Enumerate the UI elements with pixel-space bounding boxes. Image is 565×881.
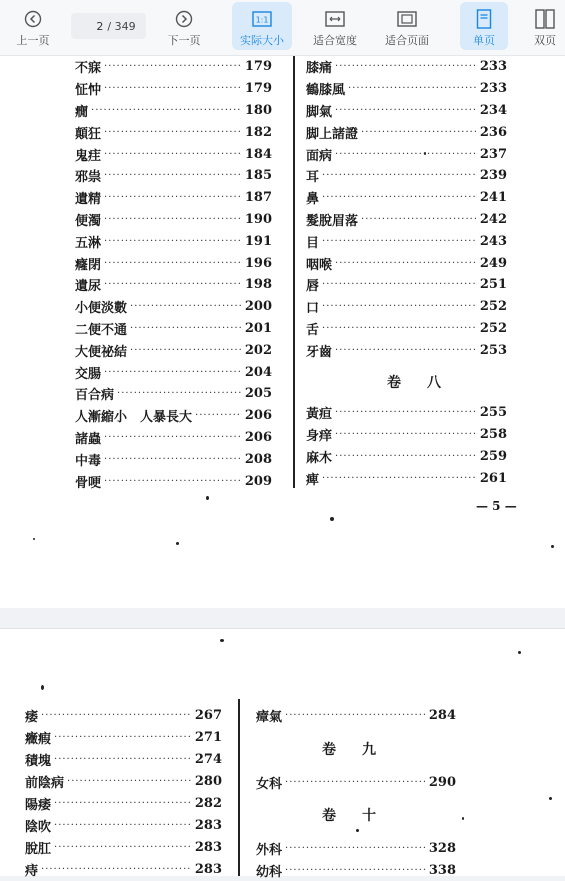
toc-entry-title: 身痒	[306, 428, 333, 444]
scan-speck	[549, 797, 552, 800]
single-page-button[interactable]	[460, 2, 508, 50]
actual-size-button[interactable]	[232, 2, 292, 50]
toc-entry-page: 202	[244, 342, 272, 358]
chevron-right-icon	[175, 8, 193, 30]
toc-entry	[75, 339, 272, 361]
dot-leader	[104, 83, 242, 94]
toc-entry-title: 外科	[256, 842, 283, 858]
reader-toolbar	[0, 0, 565, 56]
toc-entry-title: 唇	[306, 279, 320, 295]
dot-leader	[104, 61, 242, 72]
toc-entry-page: 252	[479, 299, 507, 315]
toc-entry-title: 骨哽	[75, 475, 102, 491]
document-page-2	[0, 628, 565, 880]
toc-entry-page: 191	[244, 233, 272, 249]
toc-right-column-mid	[256, 771, 456, 793]
toc-entry	[25, 748, 222, 770]
dot-leader	[285, 843, 426, 854]
toc-entry-page: 253	[479, 342, 507, 358]
toc-entry-title: 癥瘕	[25, 731, 52, 747]
toc-entry-page: 242	[479, 211, 507, 227]
toc-entry-title: 瘴氣	[256, 709, 283, 725]
toc-entry-title: 便濁	[75, 213, 102, 229]
dot-leader	[41, 864, 192, 875]
toc-entry	[306, 143, 507, 165]
dot-leader	[54, 820, 192, 831]
toc-entry-page: 204	[244, 364, 272, 380]
toc-entry	[25, 814, 222, 836]
scan-speck	[33, 538, 35, 540]
toc-entry-title: 面病	[306, 148, 333, 164]
toc-entry	[306, 296, 507, 318]
toc-entry-title: 遺精	[75, 192, 102, 208]
toc-entry-page: 251	[479, 277, 507, 293]
toc-entry	[306, 165, 507, 187]
dot-leader	[195, 410, 242, 421]
toc-right-column	[306, 56, 507, 366]
dot-leader	[104, 236, 242, 247]
toc-entry-page: 190	[244, 211, 272, 227]
toc-entry-title: 五淋	[75, 235, 102, 251]
toc-entry-page: 185	[244, 168, 272, 184]
toc-entry	[25, 792, 222, 814]
dot-leader	[322, 301, 477, 312]
toc-entry	[306, 274, 507, 296]
toc-entry-title: 鶴膝風	[306, 83, 346, 99]
dot-leader	[104, 127, 242, 138]
fit-page-label: 适合页面	[385, 34, 429, 47]
fit-width-label: 适合宽度	[313, 34, 357, 47]
toc-entry-title: 中毒	[75, 453, 102, 469]
toc-entry-page: 338	[428, 862, 456, 878]
toc-entry	[25, 704, 222, 726]
toc-entry-title: 遺尿	[75, 279, 102, 295]
toc-entry	[75, 121, 272, 143]
toc-entry-title: 癇	[75, 104, 89, 120]
column-divider	[238, 699, 240, 876]
dot-leader	[348, 83, 477, 94]
dot-leader	[67, 776, 192, 787]
toc-entry-page: 233	[479, 81, 507, 97]
toc-entry-title: 交腸	[75, 366, 102, 382]
toc-entry	[306, 423, 507, 445]
toc-entry-page: 209	[244, 473, 272, 489]
toc-entry-page: 206	[244, 408, 272, 424]
toc-entry	[256, 859, 456, 881]
toc-entry	[306, 467, 507, 489]
dot-leader	[130, 345, 242, 356]
single-page-icon	[476, 8, 492, 30]
toc-entry-page: 184	[244, 146, 272, 162]
toc-entry-title: 百合病	[75, 388, 115, 404]
scan-speck	[41, 685, 44, 690]
toc-entry-page: 290	[428, 774, 456, 790]
toc-entry	[306, 339, 507, 361]
toc-entry-page: 282	[194, 795, 222, 811]
toc-entry	[306, 121, 507, 143]
toc-entry-title: 邪祟	[75, 170, 102, 186]
toc-entry-title: 膝痛	[306, 61, 333, 77]
toc-entry	[75, 209, 272, 231]
toc-entry	[306, 78, 507, 100]
toc-entry-page: 241	[479, 190, 507, 206]
toc-entry-page: 274	[194, 751, 222, 767]
volume-heading-10: 卷十	[322, 808, 402, 824]
toc-entry	[25, 836, 222, 858]
dot-leader	[322, 170, 477, 181]
toc-entry-title: 不寐	[75, 61, 102, 77]
dot-leader	[335, 407, 477, 418]
toc-entry-page: 234	[479, 102, 507, 118]
toc-entry-title: 咽喉	[306, 257, 333, 273]
dot-leader	[285, 710, 426, 721]
scan-speck	[462, 817, 464, 820]
toc-entry-page: 328	[428, 840, 456, 856]
toc-entry-title: 耳	[306, 170, 320, 186]
toc-entry	[75, 296, 272, 318]
toc-entry-title: 陽痿	[25, 797, 52, 813]
dot-leader	[130, 301, 242, 312]
toc-entry	[75, 56, 272, 78]
dot-leader	[104, 258, 242, 269]
toc-entry	[75, 405, 272, 427]
toc-entry	[75, 100, 272, 122]
toc-entry-page: 255	[479, 404, 507, 420]
toc-entry-title: 脚氣	[306, 104, 333, 120]
toc-entry-title: 脫肛	[25, 841, 52, 857]
toc-right-column-lower	[306, 401, 507, 491]
toc-entry	[75, 361, 272, 383]
dot-leader	[117, 388, 242, 399]
dot-leader	[104, 214, 242, 225]
single-page-label: 单页	[473, 34, 495, 47]
scan-speck	[206, 496, 209, 500]
toc-entry-page: 249	[479, 255, 507, 271]
dot-leader	[322, 279, 477, 290]
dot-leader	[285, 865, 426, 876]
toc-entry-page: 206	[244, 429, 272, 445]
dot-leader	[335, 345, 477, 356]
toc-entry	[75, 470, 272, 492]
toc-entry-title: 痔	[25, 863, 39, 879]
toc-entry	[306, 252, 507, 274]
double-page-icon	[535, 8, 555, 30]
toc-entry-page: 233	[479, 59, 507, 75]
toc-entry-page: 280	[194, 773, 222, 789]
actual-size-label: 实际大小	[240, 34, 284, 47]
dot-leader	[54, 842, 192, 853]
toc-entry	[256, 704, 456, 726]
toc-entry-title: 顛狂	[75, 126, 102, 142]
toc-entry-page: 208	[244, 451, 272, 467]
toc-entry-title: 小便淡數	[75, 301, 128, 317]
toc-entry-page: 259	[479, 448, 507, 464]
toc-entry	[306, 56, 507, 78]
toc-entry	[75, 383, 272, 405]
toc-entry	[75, 143, 272, 165]
toc-entry	[75, 165, 272, 187]
dot-leader	[104, 367, 242, 378]
toc-entry-page: 179	[244, 81, 272, 97]
scan-speck	[330, 517, 334, 521]
toc-entry	[306, 230, 507, 252]
toc-right-column-page-2	[256, 704, 456, 726]
toc-entry	[25, 726, 222, 748]
toc-entry-page: 283	[194, 861, 222, 877]
toc-entry	[75, 318, 272, 340]
page-number-input[interactable]	[81, 20, 103, 33]
scan-speck	[356, 829, 359, 832]
toc-left-column-page-2	[25, 704, 222, 879]
dot-leader	[104, 149, 242, 160]
toc-entry-page: 205	[244, 386, 272, 402]
document-page-1	[0, 56, 565, 608]
dot-leader	[104, 279, 242, 290]
toc-entry-page: 239	[479, 168, 507, 184]
dot-leader	[54, 798, 192, 809]
dot-leader	[335, 451, 477, 462]
toc-entry-page: 261	[479, 470, 507, 486]
column-divider	[293, 56, 295, 488]
toc-entry-title: 目	[306, 235, 320, 251]
dot-leader	[322, 236, 477, 247]
toc-entry-title: 黃疸	[306, 406, 333, 422]
next-page-button[interactable]	[159, 2, 209, 50]
dot-leader	[104, 432, 242, 443]
toc-entry-title: 前陰病	[25, 775, 65, 791]
toc-entry-page: 187	[244, 190, 272, 206]
toc-entry	[306, 187, 507, 209]
toc-entry-page: 243	[479, 233, 507, 249]
volume-heading: 卷八	[387, 375, 467, 391]
toc-entry	[306, 100, 507, 122]
scan-speck	[220, 639, 224, 642]
toc-entry-page: 179	[244, 59, 272, 75]
scan-speck	[424, 152, 426, 155]
toc-entry-title: 鼻	[306, 192, 320, 208]
toc-entry-title: 幼科	[256, 864, 283, 880]
toc-entry-title: 鬼疰	[75, 148, 102, 164]
dot-leader	[285, 777, 426, 788]
double-page-label: 双页	[534, 34, 556, 47]
dot-leader	[41, 710, 192, 721]
actual-size-icon-text: 1:1	[255, 15, 269, 25]
toc-entry	[256, 837, 456, 859]
next-page-label: 下一页	[167, 34, 201, 47]
toc-entry-title: 怔忡	[75, 83, 102, 99]
toc-entry-title: 積塊	[25, 753, 52, 769]
toc-entry-page: 284	[428, 707, 456, 723]
dot-leader	[361, 214, 477, 225]
page-total: / 349	[107, 19, 136, 33]
toc-entry-title: 陰吹	[25, 819, 52, 835]
toc-entry	[256, 771, 456, 793]
dot-leader	[322, 192, 477, 203]
fit-page-button[interactable]	[378, 2, 436, 50]
toc-right-column-bottom	[256, 837, 456, 881]
dot-leader	[335, 61, 477, 72]
toc-entry-title: 痿	[25, 709, 39, 725]
double-page-button[interactable]	[524, 2, 565, 50]
toc-entry-title: 二便不通	[75, 322, 128, 338]
toc-entry-page: 237	[479, 146, 507, 162]
dot-leader	[104, 192, 242, 203]
toc-entry	[306, 318, 507, 340]
toc-entry	[75, 448, 272, 470]
fit-width-button[interactable]	[306, 2, 364, 50]
toc-entry	[306, 445, 507, 467]
toc-entry	[75, 252, 272, 274]
toc-entry-page: 236	[479, 124, 507, 140]
dot-leader	[104, 170, 242, 181]
dot-leader	[104, 476, 242, 487]
dot-leader	[335, 429, 477, 440]
actual-size-icon	[252, 8, 272, 30]
toc-entry-title: 脚上諸證	[306, 126, 359, 142]
toc-entry-page: 180	[244, 102, 272, 118]
toc-entry-title: 女科	[256, 776, 283, 792]
dot-leader	[335, 105, 477, 116]
dot-leader	[54, 732, 192, 743]
toc-entry	[75, 274, 272, 296]
volume-heading-9: 卷九	[322, 742, 402, 758]
scan-speck	[518, 651, 521, 654]
scan-speck	[176, 542, 179, 545]
toc-entry-title: 大便祕結	[75, 344, 128, 360]
toc-entry-title: 牙齒	[306, 344, 333, 360]
chevron-left-icon	[24, 8, 42, 30]
toc-entry-page: 200	[244, 299, 272, 315]
toc-entry	[306, 209, 507, 231]
toc-entry-title: 人漸縮小 人暴長大	[75, 410, 193, 426]
toc-entry	[25, 858, 222, 880]
toc-entry-page: 198	[244, 277, 272, 293]
dot-leader	[54, 754, 192, 765]
toc-entry-page: 258	[479, 426, 507, 442]
toc-entry-title: 口	[306, 301, 320, 317]
page-indicator	[71, 13, 146, 39]
toc-entry-title: 諸蟲	[75, 431, 102, 447]
fit-width-icon	[325, 8, 345, 30]
toc-entry	[75, 230, 272, 252]
toc-entry-page: 283	[194, 839, 222, 855]
toc-entry-title: 癃閉	[75, 257, 102, 273]
toc-entry-title: 痺	[306, 472, 320, 488]
toc-entry-page: 283	[194, 817, 222, 833]
toc-left-column	[75, 56, 272, 491]
dot-leader	[91, 105, 242, 116]
toc-entry-title: 舌	[306, 322, 320, 338]
toc-entry-title: 髮脫眉落	[306, 213, 359, 229]
toc-entry	[75, 427, 272, 449]
page-number: — 5 —	[476, 499, 517, 513]
toc-entry	[75, 78, 272, 100]
prev-page-label: 上一页	[16, 34, 50, 47]
prev-page-button[interactable]	[8, 2, 58, 50]
toc-entry-page: 252	[479, 320, 507, 336]
toc-entry-page: 267	[194, 707, 222, 723]
toc-entry-page: 196	[244, 255, 272, 271]
dot-leader	[322, 323, 477, 334]
toc-entry	[306, 401, 507, 423]
toc-entry-page: 271	[194, 729, 222, 745]
dot-leader	[322, 473, 477, 484]
dot-leader	[335, 149, 477, 160]
fit-page-icon	[397, 8, 417, 30]
scan-speck	[551, 545, 554, 548]
toc-entry	[75, 187, 272, 209]
dot-leader	[104, 454, 242, 465]
dot-leader	[361, 127, 477, 138]
dot-leader	[335, 258, 477, 269]
toc-entry	[25, 770, 222, 792]
toc-entry-page: 182	[244, 124, 272, 140]
dot-leader	[130, 323, 242, 334]
toc-entry-page: 201	[244, 320, 272, 336]
toc-entry-title: 麻木	[306, 450, 333, 466]
